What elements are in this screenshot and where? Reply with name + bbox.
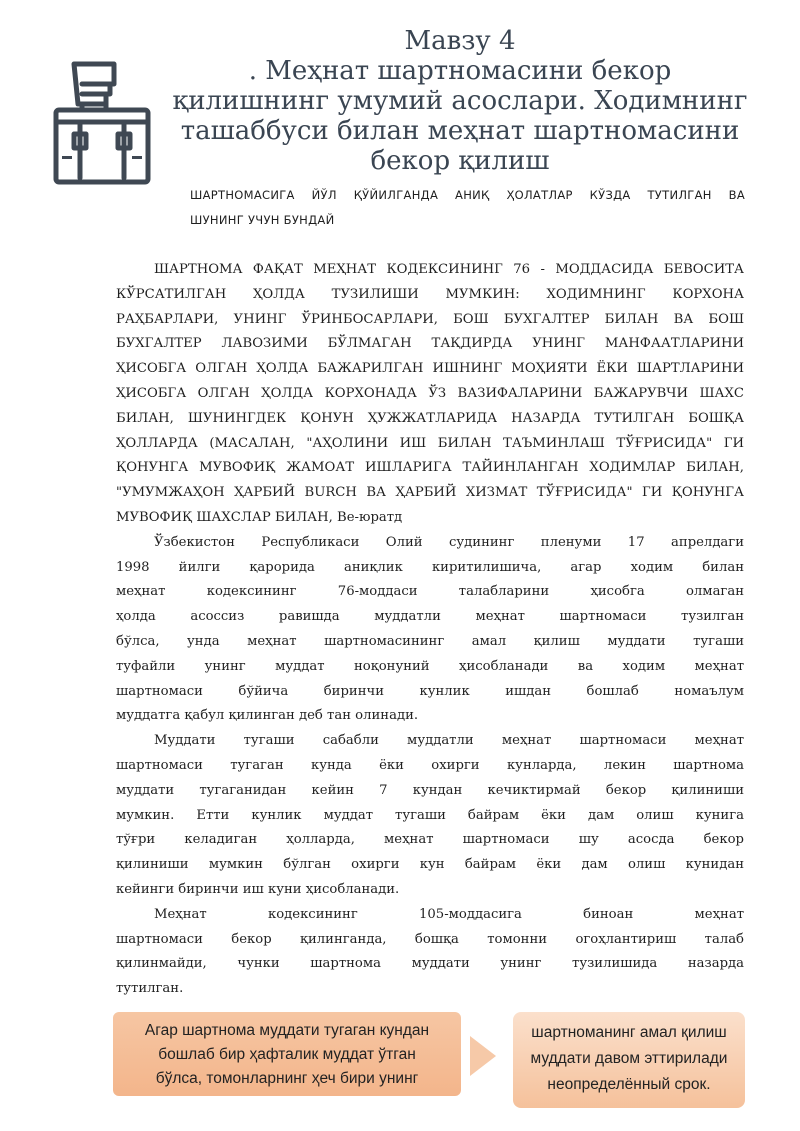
text-line: "УМУМЖАҲОН ҲАРБИЙ BURCH ВА ҲАРБИЙ ХИЗМАТ ТЎҒРИСИДА" ГИ ҚОНУНГА <box>116 485 744 501</box>
subtitle-line: ШУНИНГ УЧУН БУНДАЙ <box>190 212 335 227</box>
text-line: шартномаси бўйича биринчи кунлик ишдан бошлаб номаълум <box>116 683 744 699</box>
text-line: кейинги биринчи иш куни ҳисобланади. <box>116 881 400 897</box>
text-line: меҳнат кодексининг 76-моддаси талабларини ҳисобга олмаган <box>116 584 744 600</box>
title-line: ташаббуси билан меҳнат шартномасини <box>180 116 740 146</box>
briefcase-hand-icon <box>52 60 152 185</box>
flow-box-line: бўлса, томонларнинг ҳеч бири унинг <box>155 1070 419 1087</box>
page-title <box>150 26 770 176</box>
text-line: Ўзбекистон Республикаси Олий судининг пленуми 17 апрелдаги <box>154 534 744 550</box>
paragraph-2 <box>116 531 744 729</box>
title-line: . Меҳнат шартномасини бекор <box>248 56 672 86</box>
flow-box-line: бошлаб бир ҳафталик муддат ўтган <box>158 1046 416 1063</box>
text-line: ҲИСОБГА ОЛГАН ҲОЛДА КОРХОНАДА ЎЗ ВАЗИФАЛАРИНИ БАЖАРУВЧИ ШАХС <box>116 385 744 401</box>
text-line: ҲИСОБГА ОЛГАН ҲОЛДА БАЖАРИЛГАН ИШНИНГ МОҲИЯТИ ЁКИ ШАРТЛАРИНИ <box>116 361 744 377</box>
text-line: шартномаси тугаган кунда ёки охирги кунларда, лекин шартнома <box>116 757 744 773</box>
text-line: МУВОФИҚ ШАХСЛАР БИЛАН, Ве-юратд <box>116 509 403 525</box>
text-line: туфайли унинг муддат ноқонуний ҳисобланади ва ходим меҳнат <box>116 658 744 674</box>
text-line: тўғри келадиган ҳолларда, меҳнат шартномаси шу асосда бекор <box>116 832 744 848</box>
paragraph-4 <box>116 903 744 1002</box>
text-line: ҲОЛЛАРДА (МАСАЛАН, "АҲОЛИНИ ИШ БИЛАН ТАЪМИНЛАШ ТЎҒРИСИДА" ГИ <box>116 435 744 451</box>
text-line: 1998 йилги қарорида аниқлик киритилишича, агар ходим билан <box>116 559 744 575</box>
paragraph-3 <box>116 729 744 903</box>
text-line: қилинмайди, чунки шартнома муддати унинг тузилишида назарда <box>116 956 744 972</box>
text-line: БИЛАН, ШУНИНГДЕК ҚОНУН ҲУЖЖАТЛАРИДА НАЗАРДА ТУТИЛГАН БОШҚА <box>116 410 744 426</box>
flow-box-line: муддати давом эттирилади <box>530 1050 728 1067</box>
text-line: Муддати тугаши сабабли муддатли меҳнат шартномаси меҳнат <box>154 733 744 749</box>
paragraph-1 <box>116 258 744 531</box>
title-line: бекор қилиш <box>370 146 550 176</box>
text-line: БУХГАЛТЕР ЛАВОЗИМИ БЎЛМАГАН ТАҚДИРДА УНИНГ МАНФААТЛАРИНИ <box>116 336 744 352</box>
text-line: бўлса, унда меҳнат шартномасининг амал қилиш муддати тугаши <box>116 633 744 649</box>
body-text <box>116 258 744 1002</box>
arrow-right-icon <box>470 1036 496 1076</box>
text-line: мумкин. Етти кунлик муддат тугаши байрам ёки дам олиш кунига <box>116 807 744 823</box>
title-line: қилишнинг умумий асослари. Ходимнинг <box>172 86 748 116</box>
text-line: шартномаси бекор қилинганда, бошқа томонни огоҳлантириш талаб <box>116 931 744 947</box>
text-line: ШАРТНОМА ФАҚАТ МЕҲНАТ КОДЕКСИНИНГ 76 - МОДДАСИДА БЕВОСИТА <box>154 262 744 277</box>
subtitle-line: ШАРТНОМАСИГА ЙЎЛ ҚЎЙИЛГАНДА АНИҚ ҲОЛАТЛАР КЎЗДА ТУТИЛГАН ВА <box>190 188 745 202</box>
text-line: ҚОНУНГА МУВОФИҚ ЖАМОАТ ИШЛАРИГА ТАЙИНЛАНГАН ХОДИМЛАР БИЛАН, <box>116 460 744 476</box>
text-line: қилиниши мумкин бўлган охирги кун байрам ёки дам олиш кунидан <box>116 857 744 873</box>
text-line: муддати тугаганидан кейин 7 кундан кечиктирмай бекор қилиниши <box>116 782 744 798</box>
flow-box-line: шартноманинг амал қилиш <box>531 1024 727 1041</box>
flow-box-result <box>513 1012 745 1108</box>
text-line: Меҳнат кодексининг 105-моддасига биноан меҳнат <box>154 906 744 922</box>
subtitle <box>190 183 745 233</box>
text-line: муддатга қабул қилинган деб тан олинади. <box>116 708 419 724</box>
flow-box-line: неопределённый срок. <box>547 1076 711 1093</box>
flow-box-condition <box>113 1012 461 1096</box>
text-line: ҳолда асоссиз равишда муддатли меҳнат шартномаси тузилган <box>116 609 744 625</box>
text-line: тутилган. <box>116 981 184 997</box>
title-line: Мавзу 4 <box>404 26 516 56</box>
text-line: КЎРСАТИЛГАН ҲОЛДА ТУЗИЛИШИ МУМКИН: ХОДИМНИНГ КОРХОНА <box>116 286 744 302</box>
flow-box-line: Агар шартнома муддати тугаган кундан <box>144 1022 430 1039</box>
text-line: РАҲБАРЛАРИ, УНИНГ ЎРИНБОСАРЛАРИ, БОШ БУХГАЛТЕР БИЛАН ВА БОШ <box>116 311 744 327</box>
